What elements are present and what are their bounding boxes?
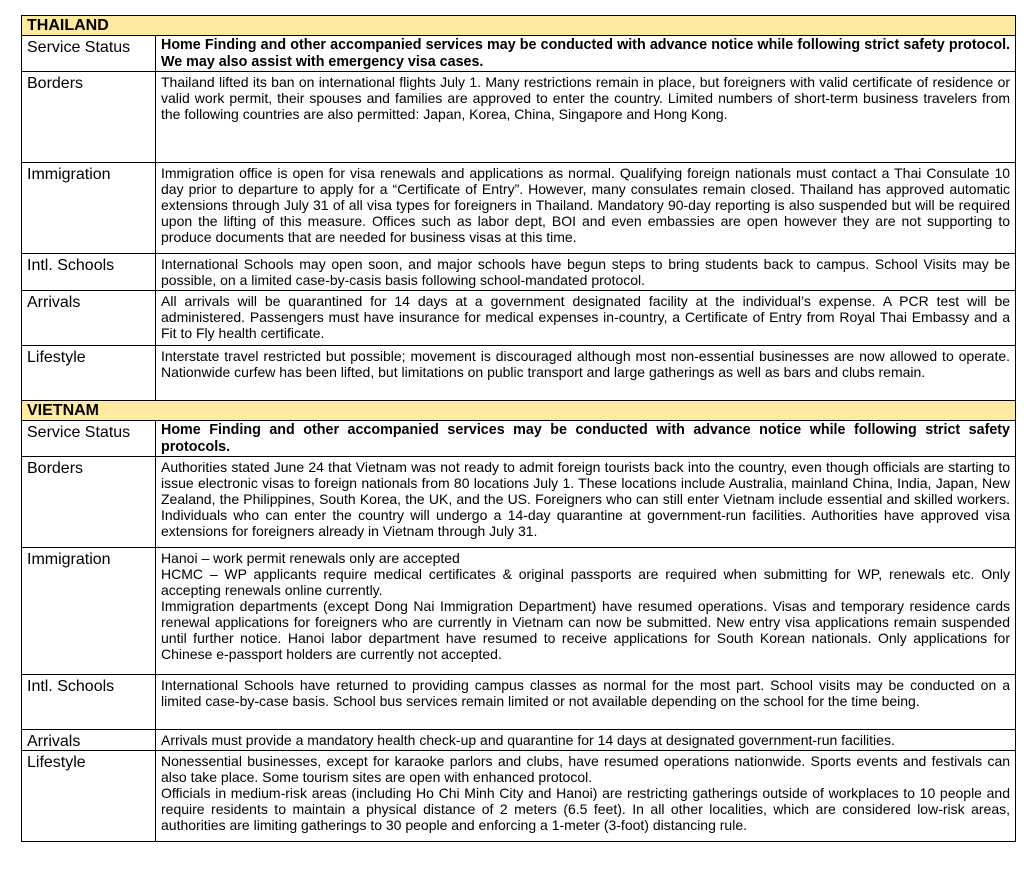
table-row: [22, 36, 1016, 72]
paragraph: All arrivals will be quarantined for 14 days at a government designated facility at the individual’s expense. A PCR test will be administered. Passengers must have insurance for medical expenses in-country, a Certificate of Entry from Royal Thai Embassy and a Fit to Fly health certificate.: [161, 293, 1011, 341]
paragraph: International Schools have returned to providing campus classes as normal for the most part. School visits may be conducted on a limited case-by-case basis. School bus services remain limited or not available depending on the school for the time being.: [161, 677, 1011, 709]
paragraph: HCMC – WP applicants require medical certificates & original passports are required when submitting for WP, renewals etc. Only accepting renewals online currently.: [161, 566, 1011, 598]
row-label: Immigration: [22, 163, 156, 254]
paragraph: Officials in medium-risk areas (including Ho Chi Minh City and Hanoi) are restricting gatherings outside of workplaces to 10 people and require residents to maintain a physical distance of 2 meters (6.5 feet). In all other localities, which are considered low-risk areas, authorities are limiting gatherings to 30 people and enforcing a 1-meter (3-foot) distancing rule.: [161, 785, 1011, 833]
row-content: [156, 36, 1016, 72]
paragraph: Immigration office is open for visa renewals and applications as normal. Qualifying foreign nationals must contact a Thai Consulate 10 day prior to departure to apply for a “Certificate of Entry”. However, many consulates remain closed. Thailand has approved automatic extensions through July 31 of all visa types for foreigners in Thailand. Mandatory 90-day reporting is also suspended but will be required upon the lifting of this measure. Offices such as labor dept, BOI and even embassies are open however they are not supporting to produce documents that are needed for business visas at this time.: [161, 165, 1011, 245]
row-label: Arrivals: [22, 291, 156, 346]
paragraph: Hanoi – work permit renewals only are accepted: [161, 550, 460, 566]
paragraph: International Schools may open soon, and major schools have begun steps to bring students back to campus. School Visits may be possible, on a limited case-by-casis basis following school-mandated protocol.: [161, 256, 1011, 288]
row-content: [156, 730, 1016, 751]
row-label: Lifestyle: [22, 751, 156, 842]
table-row: [22, 421, 1016, 457]
row-label: Immigration: [22, 548, 156, 675]
row-content: [156, 163, 1016, 254]
paragraph: Arrivals must provide a mandatory health check-up and quarantine for 14 days at designated government-run facilities.: [161, 732, 895, 748]
table-row: [22, 457, 1016, 548]
row-label: Arrivals: [22, 730, 156, 751]
section-header-thailand: [22, 16, 1016, 36]
row-content: [156, 291, 1016, 346]
row-label: Intl. Schools: [22, 254, 156, 291]
row-content: [156, 751, 1016, 842]
paragraph: Home Finding and other accompanied services may be conducted with advance notice while following strict safety protocols.: [161, 422, 1011, 455]
row-label: Service Status: [22, 421, 156, 457]
table-row: [22, 548, 1016, 675]
row-label: Borders: [22, 72, 156, 163]
table-row: [22, 254, 1016, 291]
paragraph: Authorities stated June 24 that Vietnam was not ready to admit foreign tourists back into the country, even though officials are starting to issue electronic visas to foreign nationals from 80 locations July 1. These locations include Australia, mainland China, India, Japan, New Zealand, the Philippines, South Korea, the UK, and the US. Foreigners who can still enter Vietnam include essential and skilled workers. Individuals who can enter the country will undergo a 14-day quarantine at government-run facilities. Authorities have approved visa extensions for foreigners already in Vietnam through July 31.: [161, 459, 1011, 539]
row-label: Borders: [22, 457, 156, 548]
row-label: Lifestyle: [22, 346, 156, 401]
paragraph: Thailand lifted its ban on international flights July 1. Many restrictions remain in place, but foreigners with valid certificate of residence or valid work permit, their spouses and families are approved to enter the country. Limited numbers of short-term business travelers from the following countries are also permitted: Japan, Korea, China, Singapore and Hong Kong.: [161, 74, 1011, 122]
paragraph: Interstate travel restricted but possible; movement is discouraged although most non-essential businesses are now allowed to operate. Nationwide curfew has been lifted, but limitations on public transport and large gatherings as well as bars and clubs remain.: [161, 348, 1011, 380]
row-label: Service Status: [22, 36, 156, 72]
country-name: THAILAND: [22, 16, 1016, 36]
row-content: [156, 254, 1016, 291]
row-content: [156, 346, 1016, 401]
row-content: [156, 72, 1016, 163]
table-row: [22, 72, 1016, 163]
table-row: [22, 675, 1016, 730]
table-row: [22, 163, 1016, 254]
row-content: [156, 675, 1016, 730]
table-row: [22, 730, 1016, 751]
paragraph: Immigration departments (except Dong Nai Immigration Department) have resumed operations. Visas and temporary residence cards renewal applications for foreigners who are currently in Vietnam can now be submitted. New entry visa applications remain suspended until further notice. Hanoi labor department have resumed to receive applications for South Korean nationals. Only applications for Chinese e-passport holders are currently not accepted.: [161, 598, 1011, 662]
row-content: [156, 457, 1016, 548]
country-name: VIETNAM: [22, 401, 1016, 421]
travel-status-table: [21, 15, 1016, 842]
row-content: [156, 548, 1016, 675]
table-row: [22, 291, 1016, 346]
row-content: [156, 421, 1016, 457]
paragraph: Nonessential businesses, except for karaoke parlors and clubs, have resumed operations nationwide. Sports events and festivals can also take place. Some tourism sites are open with enhanced protocol.: [161, 753, 1011, 785]
row-label: Intl. Schools: [22, 675, 156, 730]
section-header-vietnam: [22, 401, 1016, 421]
paragraph: Home Finding and other accompanied services may be conducted with advance notice while following strict safety protocol. We may also assist with emergency visa cases.: [161, 37, 1011, 70]
table-row: [22, 346, 1016, 401]
table-row: [22, 751, 1016, 842]
